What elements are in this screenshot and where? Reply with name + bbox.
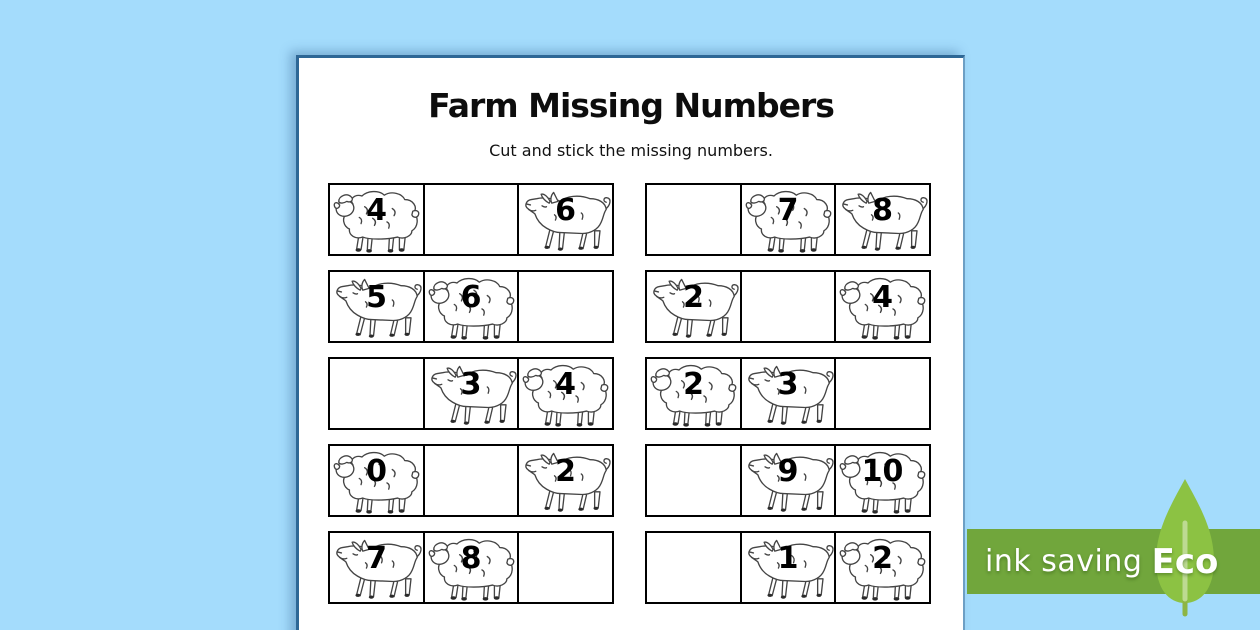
cell-empty [834, 357, 931, 430]
cell-number: 6 [555, 193, 576, 229]
cell-number: 2 [683, 280, 704, 316]
cell-number: 9 [777, 454, 799, 490]
cell-number: 4 [366, 193, 387, 229]
cell-empty [645, 183, 742, 256]
cell-number: 1 [777, 541, 799, 577]
cell-sheep-6 [423, 270, 520, 343]
worksheet-row [328, 183, 614, 256]
page-title: Farm Missing Numbers [428, 86, 834, 125]
cell-sheep-4 [834, 270, 931, 343]
cell-pig-2 [517, 444, 614, 517]
worksheet-row [645, 270, 931, 343]
cell-empty [517, 531, 614, 604]
worksheet-row [328, 531, 614, 604]
cell-empty [645, 444, 742, 517]
ink-saving-label: ink saving [985, 544, 1143, 579]
cell-number: 6 [460, 280, 482, 316]
cell-pig-9 [740, 444, 837, 517]
worksheet-row [645, 531, 931, 604]
cell-empty [423, 183, 520, 256]
cell-pig-8 [834, 183, 931, 256]
cell-number: 2 [683, 367, 704, 403]
cell-sheep-10 [834, 444, 931, 517]
cell-empty [328, 357, 425, 430]
cell-pig-3 [740, 357, 837, 430]
cell-number: 2 [555, 454, 576, 490]
worksheet-row [645, 183, 931, 256]
cell-pig-7 [328, 531, 425, 604]
cell-sheep-2 [834, 531, 931, 604]
cell-pig-5 [328, 270, 425, 343]
cell-number: 7 [777, 193, 799, 229]
worksheet-page [296, 55, 965, 630]
cell-sheep-7 [740, 183, 837, 256]
cell-number: 10 [861, 454, 904, 490]
cell-sheep-2 [645, 357, 742, 430]
cell-sheep-4 [517, 357, 614, 430]
eco-logo-text: Eco [1151, 541, 1219, 582]
cell-empty [423, 444, 520, 517]
cell-sheep-8 [423, 531, 520, 604]
cell-number: 4 [872, 280, 893, 316]
worksheet-row [328, 270, 614, 343]
cell-number: 4 [555, 367, 576, 403]
cell-sheep-0 [328, 444, 425, 517]
cell-number: 5 [366, 280, 387, 316]
cell-number: 3 [777, 367, 799, 403]
cell-pig-2 [645, 270, 742, 343]
cell-number: 3 [460, 367, 482, 403]
cell-empty [517, 270, 614, 343]
cell-empty [740, 270, 837, 343]
page-subtitle: Cut and stick the missing numbers. [489, 141, 773, 160]
cell-sheep-4 [328, 183, 425, 256]
column-right [645, 183, 931, 604]
column-left [328, 183, 614, 604]
cell-number: 7 [366, 541, 387, 577]
cell-pig-6 [517, 183, 614, 256]
cell-number: 8 [460, 541, 482, 577]
worksheet-row [328, 444, 614, 517]
cell-number: 0 [366, 454, 387, 490]
worksheet-row [328, 357, 614, 430]
cell-number: 8 [872, 193, 893, 229]
cell-pig-3 [423, 357, 520, 430]
worksheet-row [645, 444, 931, 517]
worksheet-row [645, 357, 931, 430]
cell-pig-1 [740, 531, 837, 604]
cell-empty [645, 531, 742, 604]
cell-number: 2 [872, 541, 893, 577]
